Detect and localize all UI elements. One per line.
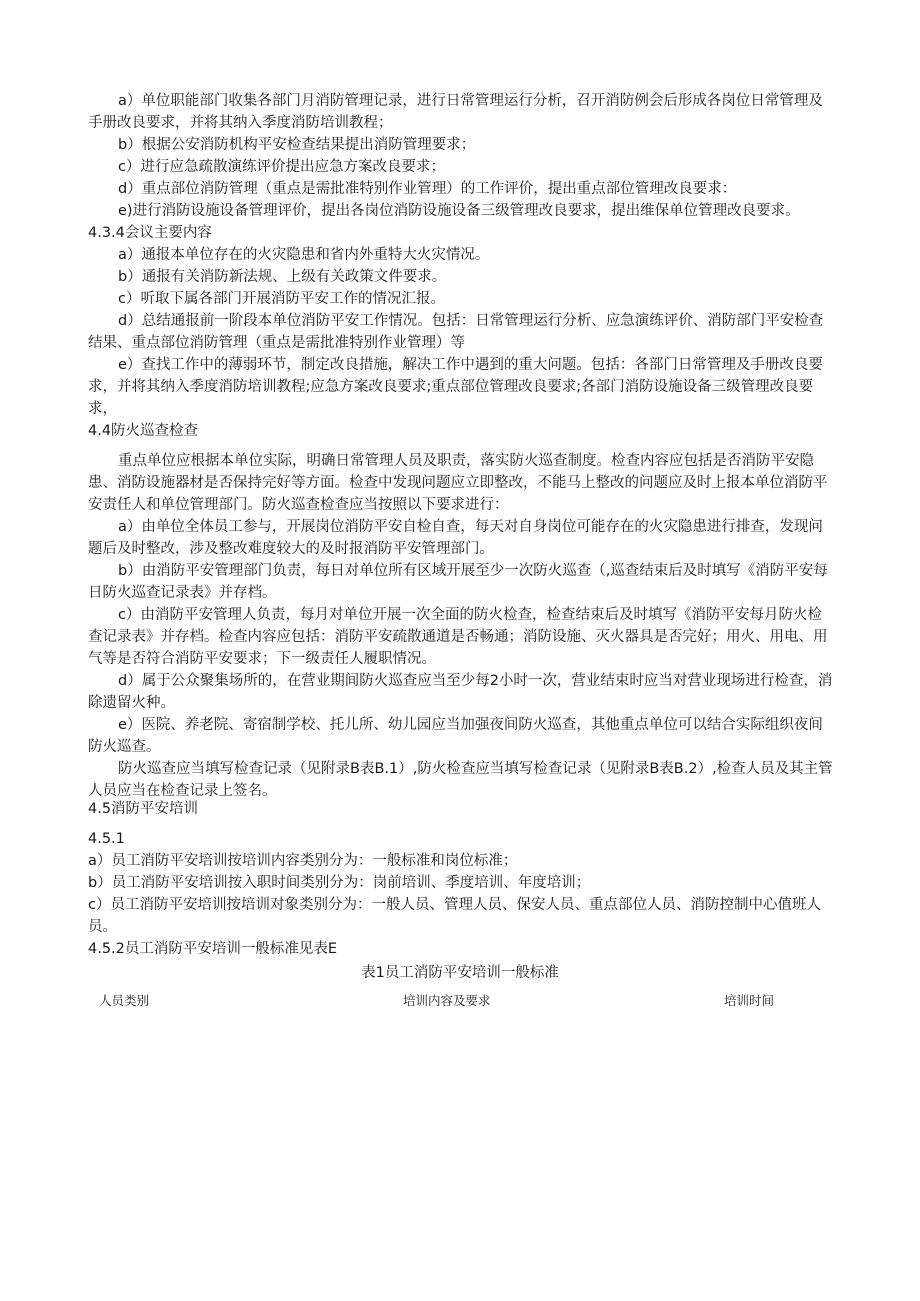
paragraph-434-c: c）听取下属各部门开展消防平安工作的情况汇报。 [118,291,445,307]
paragraph-44-b: b）由消防平安管理部门负责，每日对单位所有区域开展至少一次防火巡查（,巡查结束后及时填写《消防平安每日防火巡查记录表》并存档。 [88,563,828,601]
paragraph-d: d）重点部位消防管理（重点是需批准特别作业管理）的工作评价，提出重点部位管理改良要求： [118,181,737,197]
section-heading-44: 4.4防火巡查检查 [88,423,199,439]
paragraph-434-b: b）通报有关消防新法规、上级有关政策文件要求。 [118,269,447,285]
paragraph-434-a: a）通报本单位存在的火灾隐患和省内外重特大火灾情况。 [118,247,490,263]
table-header-personnel: 人员类别 [99,993,150,1008]
paragraph-44-closing: 防火巡查应当填写检查记录（见附录B表B.1）,防火检查应当填写检查记录（见附录B表B.2）,检查人员及其主管人员应当在检查记录上签名。 [88,761,833,799]
paragraph-b: b）根据公安消防机构平安检查结果提出消防管理要求； [118,137,476,153]
paragraph-44-e: e）医院、养老院、寄宿制学校、托儿所、幼儿园应当加强夜间防火巡查，其他重点单位可以结合实际组织夜间防火巡查。 [88,717,823,755]
paragraph-e: e)进行消防设施设备管理评价，提出各岗位消防设施设备三级管理改良要求，提出维保单位管理改良要求。 [118,203,800,219]
paragraph-a: a）单位职能部门收集各部门月消防管理记录，进行日常管理运行分析，召开消防例会后形成各岗位日常管理及手册改良要求，并将其纳入季度消防培训教程； [88,93,823,131]
paragraph-45-b: b）员工消防平安培训按入职时间类别分为：岗前培训、季度培训、年度培训； [88,875,591,891]
section-heading-45: 4.5消防平安培训 [88,801,199,817]
section-heading-434: 4.3.4会议主要内容 [88,225,212,241]
paragraph-44-a: a）由单位全体员工参与，开展岗位消防平安自检自查，每天对自身岗位可能存在的火灾隐患进行排查，发现问题后及时整改，涉及整改难度较大的及时报消防平安管理部门。 [88,519,823,557]
table-header-content: 培训内容及要求 [403,993,491,1008]
section-434-block [88,222,836,420]
table-header-time: 培训时间 [724,993,775,1008]
section-44-block [88,420,836,802]
section-45-block [88,798,836,960]
paragraph-45-a: a）员工消防平安培训按培训内容类别分为：一般标准和岗位标准； [88,853,518,869]
section-heading-452: 4.5.2员工消防平安培训一般标准见表E [88,941,338,957]
paragraph-44-intro: 重点单位应根据本单位实际，明确日常管理人员及职责，落实防火巡查制度。检查内容应包括是否消防平安隐患、消防设施器材是否保持完好等方面。检查中发现问题应立即整改，不能马上整改的问题应及时上报本单位消防平安责任人和单位管理部门。防火巡查检查应当按照以下要求进行： [88,453,828,513]
section-a-block [88,90,836,222]
paragraph-44-d: d）属于公众聚集场所的，在营业期间防火巡查应当至少每2小时一次，营业结束时应当对营业现场进行检查，消除遗留火种。 [88,673,833,711]
table-header-row [0,990,920,1012]
paragraph-44-c: c）由消防平安管理人负责，每月对单位开展一次全面的防火检查，检查结束后及时填写《消防平安每月防火检查记录表》并存档。检查内容应包括：消防平安疏散通道是否畅通；消防设施、灭火器具是否完好；用火、用电、用气等是否符合消防平安要求；下一级责任人履职情况。 [88,607,828,667]
paragraph-45-c: c）员工消防平安培训按培训对象类别分为：一般人员、管理人员、保安人员、重点部位人员、消防控制中心值班人员。 [88,897,821,935]
paragraph-434-d: d）总结通报前一阶段本单位消防平安工作情况。包括：日常管理运行分析、应急演练评价、消防部门平安检查结果、重点部位消防管理（重点是需批准特别作业管理）等 [88,313,824,351]
section-heading-451: 4.5.1 [88,831,125,847]
paragraph-434-e: e）查找工作中的薄弱环节，制定改良措施，解决工作中遇到的重大问题。包括：各部门日常管理及手册改良要求，并将其纳入季度消防培训教程;应急方案改良要求;重点部位管理改良要求;各部门消防设施设备三级管理改良要求， [88,357,823,417]
table-caption: 表1员工消防平安培训一般标准 [361,965,559,981]
paragraph-c: c）进行应急疏散演练评价提出应急方案改良要求； [118,159,445,175]
